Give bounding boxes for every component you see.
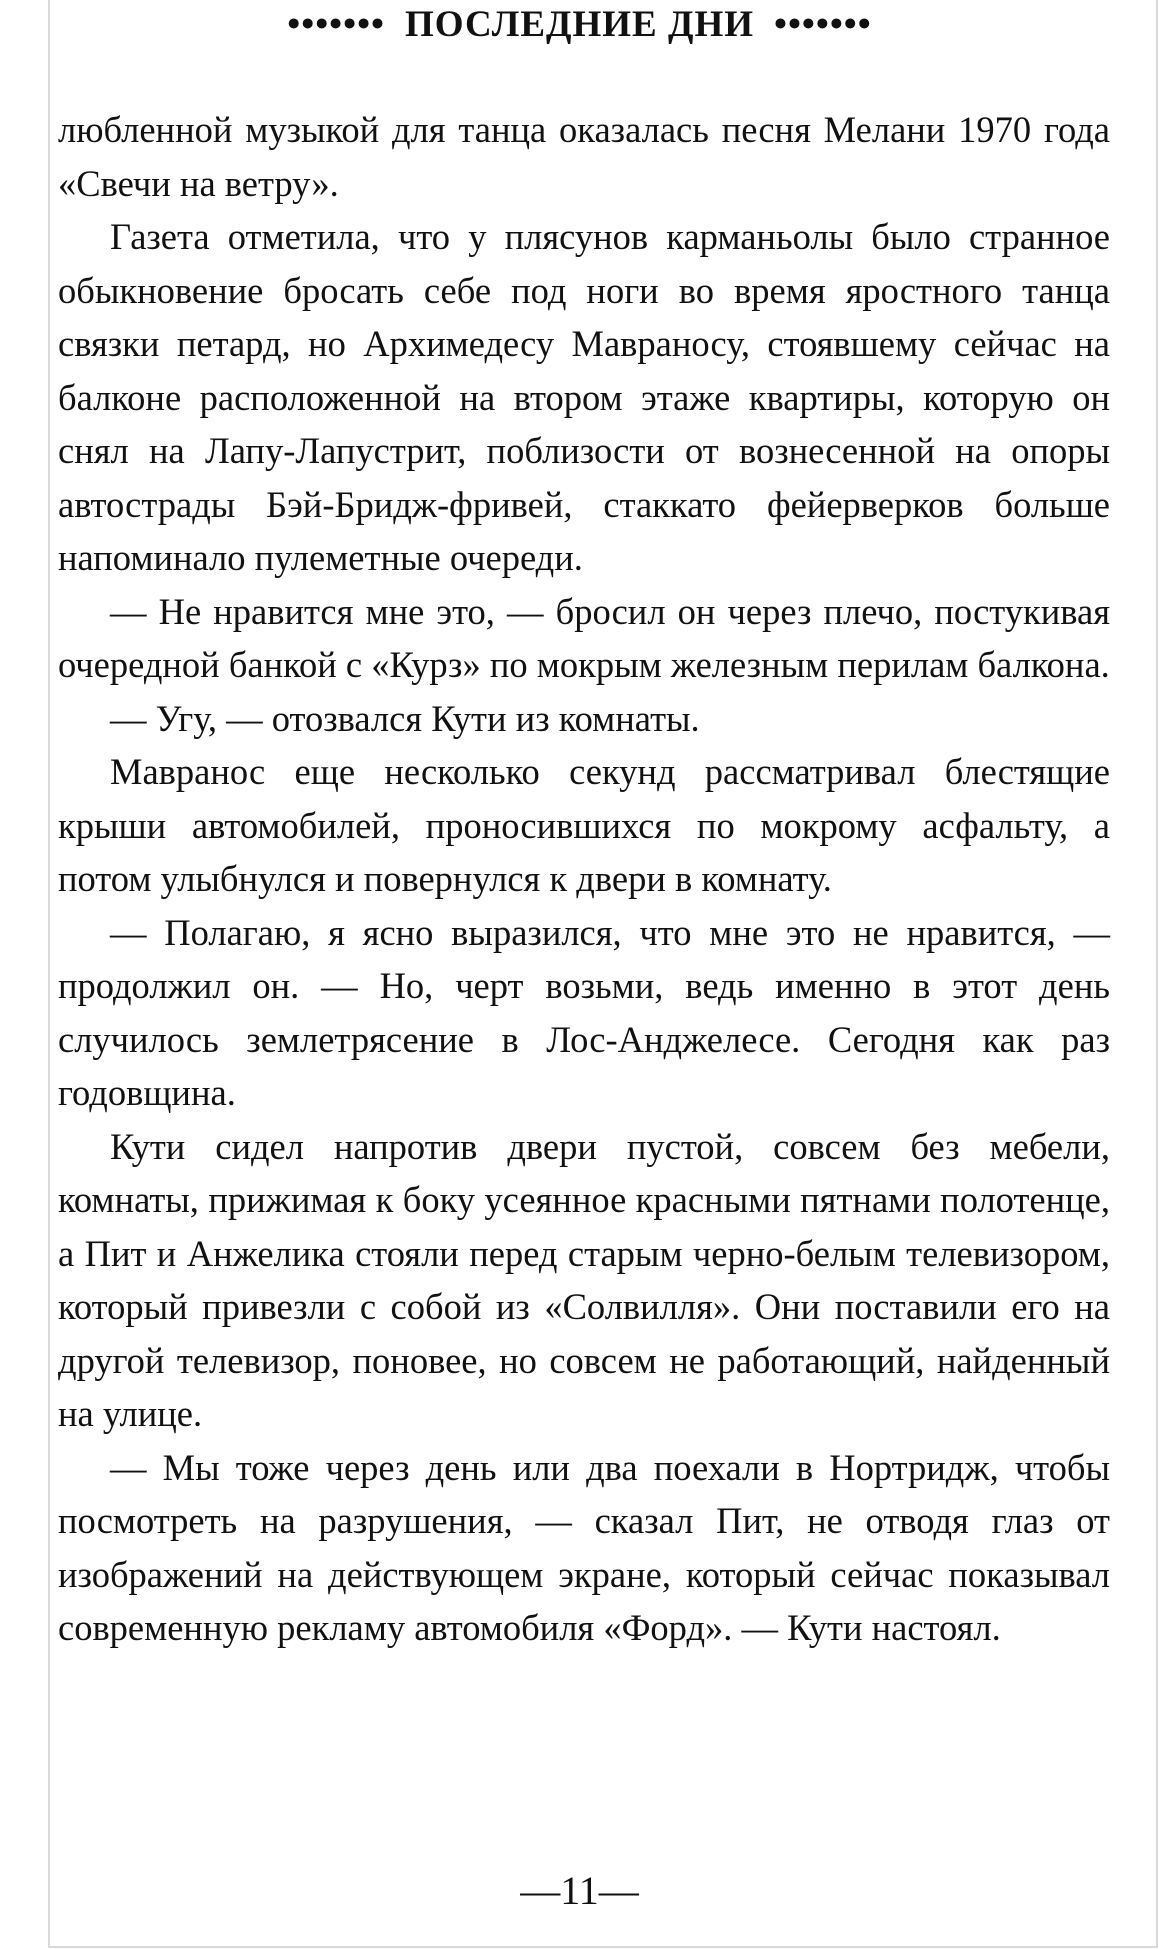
running-header [0, 2, 1159, 48]
running-header-title: ПОСЛЕДНИЕ ДНИ [404, 4, 755, 45]
paragraph: Кути сидел напротив двери пустой, совсем без мебели, комнаты, прижимая к боку усеянное красными пятнами полотенце, а Пит и Анжелика стояли перед старым черно-белым телевизором, который привезли с собой из «Солвилля». Они поставили его на другой телевизор, поновее, но совсем не работающий, найденный на улице. [58, 1125, 1110, 1434]
header-ornament-left: ••••••• [287, 4, 385, 45]
paragraph: Газета отметила, что у плясунов карманьолы было странное обыкновение бросать себе под ноги во время яростного танца связки петард, но Архимедесу Мавраносу, стоявшему сейчас на балконе расположенной на втором этаже квартиры, которую он снял на Лапу-Лапустрит, поблизости от вознесенной на опоры автострады Бэй-Бридж-фривей, стаккато фейерверков больше напоминало пулеметные очереди. [58, 216, 1110, 578]
page-number: —11— [520, 1868, 639, 1913]
paragraph: — Мы тоже через день или два поехали в Нортридж, чтобы посмотреть на разрушения, — сказал Пит, не отводя глаз от изображений на действующем экране, который сейчас показывал современную рекламу автомобиля «Форд». — Кути настоял. [58, 1446, 1110, 1648]
paragraph: — Полагаю, я ясно выразился, что мне это не нравится, — продолжил он. — Но, черт возьми, ведь именно в этот день случилось землетрясение в Лос-Анджелесе. Сегодня как раз годовщина. [58, 911, 1110, 1113]
paragraph-continuation: любленной музыкой для танца оказалась песня Мелани 1970 года «Свечи на ветру». [58, 109, 1110, 204]
header-ornament-right: ••••••• [774, 4, 872, 45]
paragraph: Мавранос еще несколько секунд рассматривал блестящие крыши автомобилей, проносившихся по мокрому асфальту, а потом улыбнулся и повернулся к двери в комнату. [58, 751, 1110, 899]
paragraph: — Угу, — отозвался Кути из комнаты. [110, 697, 700, 739]
paragraph: — Не нравится мне это, — бросил он через плечо, постукивая очередной банкой с «Курз» по мокрым железным перилам балкона. [58, 590, 1110, 685]
body-text [58, 103, 1110, 1655]
